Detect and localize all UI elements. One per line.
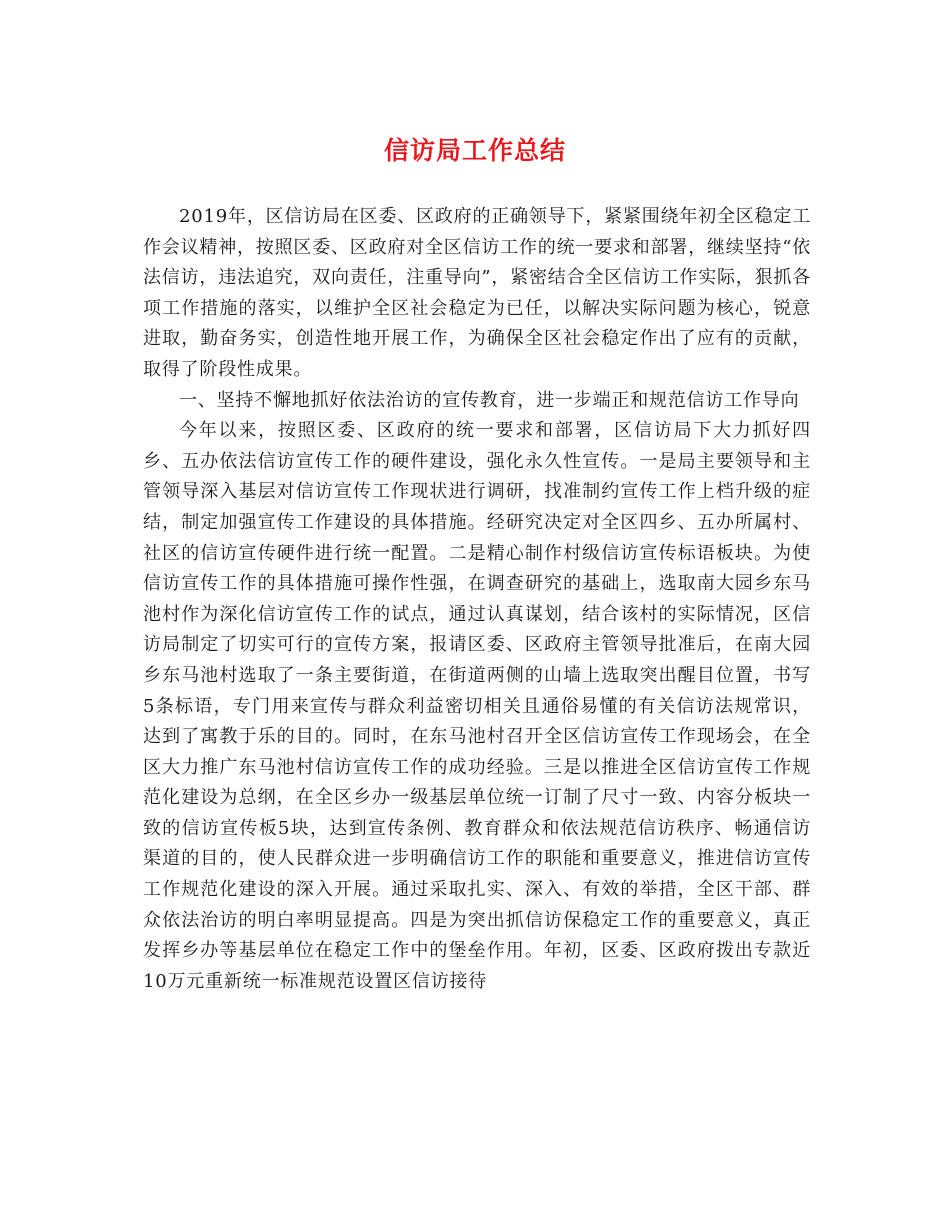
document-body xyxy=(143,202,811,997)
paragraph-section-1: 今年以来，按照区委、区政府的统一要求和部署，区信访局下大力抓好四乡、五办依法信访宣传工作的硬件建设，强化永久性宣传。一是局主要领导和主管领导深入基层对信访宣传工作现状进行调研，找准制约宣传工作上档升级的症结，制定加强宣传工作建设的具体措施。经研究决定对全区四乡、五办所属村、社区的信访宣传硬件进行统一配置。二是精心制作村级信访宣传标语板块。为使信访宣传工作的具体措施可操作性强，在调查研究的基础上，选取南大园乡东马池村作为深化信访宣传工作的试点，通过认真谋划，结合该村的实际情况，区信访局制定了切实可行的宣传方案，报请区委、区政府主管领导批准后，在南大园乡东马池村选取了一条主要街道，在街道两侧的山墙上选取突出醒目位置，书写5条标语，专门用来宣传与群众利益密切相关且通俗易懂的有关信访法规常识，达到了寓教于乐的目的。同时，在东马池村召开全区信访宣传工作现场会，在全区大力推广东马池村信访宣传工作的成功经验。三是以推进全区信访宣传工作规范化建设为总纲，在全区乡办一级基层单位统一订制了尺寸一致、内容分板块一致的信访宣传板5块，达到宣传条例、教育群众和依法规范信访秩序、畅通信访渠道的目的，使人民群众进一步明确信访工作的职能和重要意义，推进信访宣传工作规范化建设的深入开展。通过采取扎实、深入、有效的举措，全区干部、群众依法治访的明白率明显提高。四是为突出抓信访保稳定工作的重要意义，真正发挥乡办等基层单位在稳定工作中的堡垒作用。年初，区委、区政府拨出专款近10万元重新统一标准规范设置区信访接待 xyxy=(143,420,811,992)
paragraph-intro: 2019年，区信访局在区委、区政府的正确领导下，紧紧围绕年初全区稳定工作会议精神，按照区委、区政府对全区信访工作的统一要求和部署，继续坚持“依法信访，违法追究，双向责任，注重导向”，紧密结合全区信访工作实际，狠抓各项工作措施的落实，以维护全区社会稳定为已任，以解决实际问题为核心，锐意进取，勤奋务实，创造性地开展工作，为确保全区社会稳定作出了应有的贡献，取得了阶段性成果。 xyxy=(143,206,811,380)
section-heading-1: 一、坚持不懈地抓好依法治访的宣传教育，进一步端正和规范信访工作导向 xyxy=(179,389,800,411)
document-title: 信访局工作总结 xyxy=(383,136,566,165)
